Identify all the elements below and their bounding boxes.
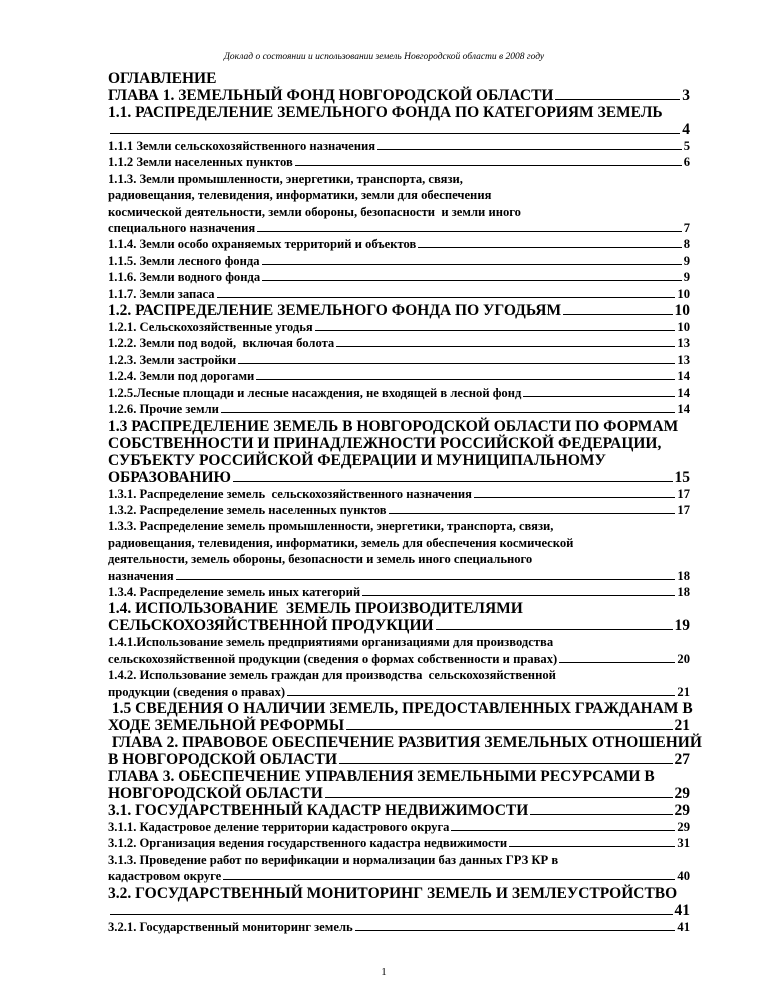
- toc-entry: [108, 368, 696, 384]
- toc-leader-line: [474, 497, 675, 498]
- toc-entry-title: 1.2.4. Земли под дорогами: [108, 369, 255, 384]
- toc-entry: [108, 819, 696, 835]
- running-header: Доклад о состоянии и использовании земель Новгородской области в 2008 году: [223, 52, 545, 62]
- toc-entry: [108, 302, 696, 319]
- toc-entry-title: 1.1.7. Земли запаса: [108, 286, 215, 301]
- toc-leader-line: [233, 481, 673, 482]
- toc-entry: [108, 236, 696, 252]
- toc-leader-line: [287, 695, 675, 696]
- toc-leader-line: [336, 346, 675, 347]
- toc-entry-title: радиовещания, телевидения, информатики, земель для обеспечения космической: [108, 535, 574, 550]
- toc-entry-line: [108, 819, 696, 835]
- toc-entry-line: [108, 751, 696, 768]
- toc-entry-line: [108, 535, 696, 551]
- toc-entry-title: 3.2. ГОСУДАРСТВЕННЫЙ МОНИТОРИНГ ЗЕМЕЛЬ И ЗЕМЛЕУСТРОЙСТВО: [108, 884, 678, 902]
- toc-entry: [108, 733, 702, 768]
- toc-entry-line: [108, 919, 696, 935]
- toc-entry-title: ОБРАЗОВАНИЮ: [108, 468, 231, 486]
- toc-entry-line: [108, 335, 696, 351]
- toc-leader-line: [436, 629, 673, 630]
- toc-leader-line: [339, 763, 672, 764]
- toc-entry: [108, 835, 696, 851]
- toc-page-number: 29: [674, 784, 690, 802]
- toc-leader-line: [355, 930, 676, 931]
- toc-page-number: 14: [677, 385, 690, 400]
- toc-leader-line: [262, 280, 682, 281]
- toc-entry-line: [108, 220, 696, 236]
- toc-entry-title: 1.4.1.Использование земель предприятиями организациями для производства: [108, 635, 554, 650]
- toc-entry: [108, 486, 696, 502]
- toc-leader-line: [346, 729, 672, 730]
- toc-page-number: 31: [677, 836, 690, 851]
- toc-entry: [108, 885, 696, 919]
- toc-entry: [108, 352, 696, 368]
- toc-entry: [108, 852, 696, 885]
- toc-entry-title: 1.1. РАСПРЕДЕЛЕНИЕ ЗЕМЕЛЬНОГО ФОНДА ПО КАТЕГОРИЯМ ЗЕМЕЛЬ: [108, 104, 663, 121]
- toc-entry-line: [108, 868, 696, 884]
- toc-leader-line: [256, 379, 675, 380]
- toc-page-number: 13: [677, 336, 690, 351]
- toc-page-number: 15: [674, 468, 690, 486]
- toc-leader-line: [509, 846, 675, 847]
- toc-entry-title: 1.3.1. Распределение земель сельскохозяйственного назначения: [108, 486, 472, 501]
- toc-entry-title: 1.1.2 Земли населенных пунктов: [108, 155, 293, 170]
- toc-entry: [108, 634, 696, 667]
- toc-entry-title: ГЛАВА 3. ОБЕСПЕЧЕНИЕ УПРАВЛЕНИЯ ЗЕМЕЛЬНЫМИ РЕСУРСАМИ В: [108, 767, 655, 785]
- toc-entry-line: [108, 852, 696, 868]
- toc-entry-line: [108, 651, 696, 667]
- toc-entry-title: В НОВГОРОДСКОЙ ОБЛАСТИ: [108, 750, 338, 768]
- toc-entry-line: [108, 435, 696, 452]
- toc-entry-title: СУБЪЕКТУ РОССИЙСКОЙ ФЕДЕРАЦИИ И МУНИЦИПАЛЬНОМУ: [108, 451, 606, 469]
- toc-entry: [108, 104, 696, 138]
- toc-entry-title: НОВГОРОДСКОЙ ОБЛАСТИ: [108, 784, 323, 802]
- toc-page-number: 17: [677, 502, 690, 517]
- toc-entry-line: [108, 502, 696, 518]
- toc-page-number: 14: [677, 369, 690, 384]
- toc-leader-line: [325, 797, 673, 798]
- toc-page-number: 9: [683, 253, 690, 268]
- toc-entry-title: кадастровом округе: [108, 869, 222, 884]
- toc-page-number: 6: [683, 155, 690, 170]
- toc-leader-line: [110, 914, 673, 915]
- toc-entry: [108, 502, 696, 518]
- toc-leader-line: [221, 412, 676, 413]
- toc-page-number: 18: [677, 584, 690, 599]
- toc-page-number: 40: [677, 869, 690, 884]
- toc-entry-line: [108, 236, 696, 252]
- toc-entry-title: 3.1.1. Кадастровое деление территории кадастрового округа: [108, 819, 450, 834]
- toc-entry: [108, 171, 696, 237]
- toc-entry: [108, 518, 696, 584]
- toc-entry-title: 1.5 СВЕДЕНИЯ О НАЛИЧИИ ЗЕМЕЛЬ, ПРЕДОСТАВЛЕННЫХ ГРАЖДАНАМ В: [108, 699, 693, 717]
- toc-entry: [108, 768, 696, 802]
- toc-leader-line: [451, 830, 675, 831]
- toc-page-number: 18: [677, 568, 690, 583]
- toc-entry-title: деятельности, земель обороны, безопасности и земель иного специального: [108, 552, 533, 567]
- toc-entry-line: [108, 269, 696, 285]
- toc-leader-line: [523, 396, 675, 397]
- toc-entry-line: [108, 286, 696, 302]
- toc-entry: [108, 269, 696, 285]
- toc-entry-title: 1.3.2. Распределение земель населенных пунктов: [108, 502, 387, 517]
- toc-entry-line: [108, 368, 696, 384]
- toc-entry-line: [108, 518, 696, 534]
- toc-leader-line: [217, 297, 676, 298]
- toc-entry-line: [108, 154, 696, 170]
- toc-entry-title: 3.1.3. Проведение работ по верификации и нормализации баз данных ГРЗ КР в: [108, 852, 559, 867]
- toc-page-number: 10: [677, 320, 690, 335]
- toc-entry-line: [108, 319, 696, 335]
- toc-page-number: 41: [674, 901, 690, 919]
- toc-entry-line: [108, 385, 696, 401]
- toc-entry-line: [108, 171, 696, 187]
- toc-entry-line: [108, 401, 696, 417]
- toc-entry-title: 1.1.1 Земли сельскохозяйственного назначения: [108, 139, 376, 153]
- toc-entry-title: космической деятельности, земли обороны, безопасности и земли иного: [108, 204, 521, 219]
- toc-leader-line: [315, 330, 676, 331]
- toc-entry-line: [108, 187, 696, 203]
- toc-leader-line: [530, 814, 672, 815]
- toc-entry: [108, 286, 696, 302]
- toc-page-number: 27: [674, 750, 690, 768]
- toc-entry-line: [108, 568, 696, 584]
- toc-entry-line: [108, 104, 696, 138]
- toc-page-number: 5: [683, 139, 690, 153]
- toc-entry-title: 1.2.6. Прочие земли: [108, 402, 219, 417]
- toc-entry-title: 3.1.2. Организация ведения государственного кадастра недвижимости: [108, 836, 508, 851]
- toc-page-number: 20: [677, 651, 690, 666]
- toc-leader-line: [555, 99, 680, 100]
- toc-entry: [108, 802, 696, 819]
- toc-entry-title: СЕЛЬСКОХОЗЯЙСТВЕННОЙ ПРОДУКЦИИ: [108, 617, 434, 635]
- toc-entry-line: [108, 835, 696, 851]
- toc-page-number: 10: [674, 302, 690, 320]
- toc-entry-title: 1.3.3. Распределение земель промышленности, энергетики, транспорта, связи,: [108, 519, 554, 534]
- toc-entry-title: 1.3.4. Распределение земель иных категорий: [108, 584, 361, 599]
- toc-leader-line: [563, 314, 672, 315]
- toc-entry-title: 1.1.3. Земли промышленности, энергетики, транспорта, связи,: [108, 171, 463, 186]
- toc-entry-title: 1.1.4. Земли особо охраняемых территорий и объектов: [108, 237, 417, 252]
- toc-entry-line: [108, 634, 696, 650]
- toc-leader-line: [377, 149, 682, 150]
- toc-entry: [108, 154, 696, 170]
- toc-page-number: 10: [677, 286, 690, 301]
- toc-page-number: 29: [674, 801, 690, 819]
- toc-entry-line: [108, 584, 696, 600]
- toc-entry-title: 1.2.1. Сельскохозяйственные угодья: [108, 320, 313, 335]
- toc-entry-line: [108, 486, 696, 502]
- toc-entry-title: ГЛАВА 1. ЗЕМЕЛЬНЫЙ ФОНД НОВГОРОДСКОЙ ОБЛАСТИ: [108, 87, 554, 104]
- toc-entry-line: [108, 302, 696, 319]
- toc-entry-line: [108, 684, 696, 700]
- toc-page-number: 19: [674, 617, 690, 635]
- toc-entry-title: продукции (сведения о правах): [108, 684, 286, 699]
- toc-leader-line: [176, 579, 676, 580]
- toc-entry-line: [108, 785, 696, 802]
- toc-entry-title: сельскохозяйственной продукции (сведения о формах собственности и правах): [108, 651, 558, 666]
- toc-page-number: 4: [682, 121, 690, 138]
- page-number: 1: [381, 966, 387, 978]
- toc-entry-line: [108, 768, 696, 785]
- toc-entry-line: [108, 717, 696, 734]
- toc-entry-title: 1.3 РАСПРЕДЕЛЕНИЕ ЗЕМЕЛЬ В НОВГОРОДСКОЙ ОБЛАСТИ ПО ФОРМАМ: [108, 417, 679, 435]
- toc-entry-line: [108, 87, 696, 104]
- toc-leader-line: [389, 513, 676, 514]
- toc-page-number: 7: [683, 221, 690, 236]
- toc-entry-title: назначения: [108, 568, 174, 583]
- toc-leader-line: [238, 363, 675, 364]
- toc-entry-line: [108, 551, 696, 567]
- toc-entry-title: 1.1.6. Земли водного фонда: [108, 270, 261, 285]
- toc-leader-line: [559, 662, 675, 663]
- toc-entry-line: [108, 617, 696, 634]
- toc-entry-line: [108, 885, 696, 919]
- toc-entry-title: 1.2.3. Земли застройки: [108, 352, 237, 367]
- toc-page-number: 3: [682, 87, 690, 104]
- toc-entry-title: специального назначения: [108, 221, 256, 236]
- toc-leader-line: [110, 133, 680, 134]
- toc-page-number: 14: [677, 402, 690, 417]
- toc-entry: [108, 138, 696, 154]
- toc-entries: [108, 87, 702, 935]
- toc-page-number: 17: [677, 486, 690, 501]
- toc-entry: [108, 87, 696, 104]
- toc-heading: ОГЛАВЛЕНИЕ: [108, 70, 217, 87]
- toc-page-number: 29: [677, 819, 690, 834]
- toc-leader-line: [418, 247, 681, 248]
- table-of-contents: [108, 70, 702, 935]
- toc-entry-title: 1.2.2. Земли под водой, включая болота: [108, 336, 335, 351]
- toc-page-number: 41: [677, 919, 690, 934]
- toc-leader-line: [262, 264, 682, 265]
- toc-page-number: 8: [683, 237, 690, 252]
- toc-entry-line: [108, 733, 702, 751]
- toc-entry-line: [108, 667, 696, 683]
- toc-entry-title: 1.4. ИСПОЛЬЗОВАНИЕ ЗЕМЕЛЬ ПРОИЗВОДИТЕЛЯМИ: [108, 600, 523, 618]
- toc-entry-title: 3.1. ГОСУДАРСТВЕННЫЙ КАДАСТР НЕДВИЖИМОСТИ: [108, 801, 529, 819]
- toc-page-number: 9: [683, 270, 690, 285]
- toc-leader-line: [257, 231, 682, 232]
- toc-leader-line: [362, 595, 675, 596]
- toc-entry: [108, 385, 696, 401]
- toc-entry: [108, 418, 696, 486]
- toc-entry: [108, 919, 696, 935]
- toc-entry: [108, 253, 696, 269]
- toc-entry-line: [108, 253, 696, 269]
- toc-entry-title: 3.2.1. Государственный мониторинг земель: [108, 919, 353, 934]
- toc-entry-title: 1.1.5. Земли лесного фонда: [108, 253, 260, 268]
- toc-page-number: 13: [677, 352, 690, 367]
- toc-entry-line: [108, 469, 696, 486]
- toc-page-number: 21: [677, 684, 690, 699]
- toc-entry-line: [108, 352, 696, 368]
- toc-entry-line: [108, 700, 696, 717]
- toc-leader-line: [295, 165, 682, 166]
- toc-entry-line: [108, 138, 696, 154]
- toc-entry-title: 1.2.5.Лесные площади и лесные насаждения, не входящей в лесной фонд: [108, 385, 522, 400]
- toc-entry-line: [108, 452, 696, 469]
- toc-entry-title: радиовещания, телевидения, информатики, земли для обеспечения: [108, 188, 492, 203]
- toc-entry: [108, 584, 696, 600]
- toc-entry-title: ГЛАВА 2. ПРАВОВОЕ ОБЕСПЕЧЕНИЕ РАЗВИТИЯ ЗЕМЕЛЬНЫХ ОТНОШЕНИЙ: [108, 733, 702, 751]
- toc-entry: [108, 700, 696, 734]
- toc-entry-line: [108, 204, 696, 220]
- toc-entry-line: [108, 418, 696, 435]
- toc-entry-title: 1.2. РАСПРЕДЕЛЕНИЕ ЗЕМЕЛЬНОГО ФОНДА ПО УГОДЬЯМ: [108, 302, 562, 320]
- toc-entry-line: [108, 600, 696, 617]
- toc-entry-title: ХОДЕ ЗЕМЕЛЬНОЙ РЕФОРМЫ: [108, 716, 345, 734]
- toc-entry: [108, 600, 696, 634]
- toc-entry: [108, 319, 696, 335]
- toc-leader-line: [223, 879, 675, 880]
- toc-entry: [108, 335, 696, 351]
- toc-entry: [108, 401, 696, 417]
- toc-entry: [108, 667, 696, 700]
- toc-entry-title: 1.4.2. Использование земель граждан для производства сельскохозяйственной: [108, 668, 556, 683]
- toc-page-number: 21: [674, 716, 690, 734]
- toc-entry-line: [108, 802, 696, 819]
- toc-entry-title: СОБСТВЕННОСТИ И ПРИНАДЛЕЖНОСТИ РОССИЙСКОЙ ФЕДЕРАЦИИ,: [108, 434, 662, 452]
